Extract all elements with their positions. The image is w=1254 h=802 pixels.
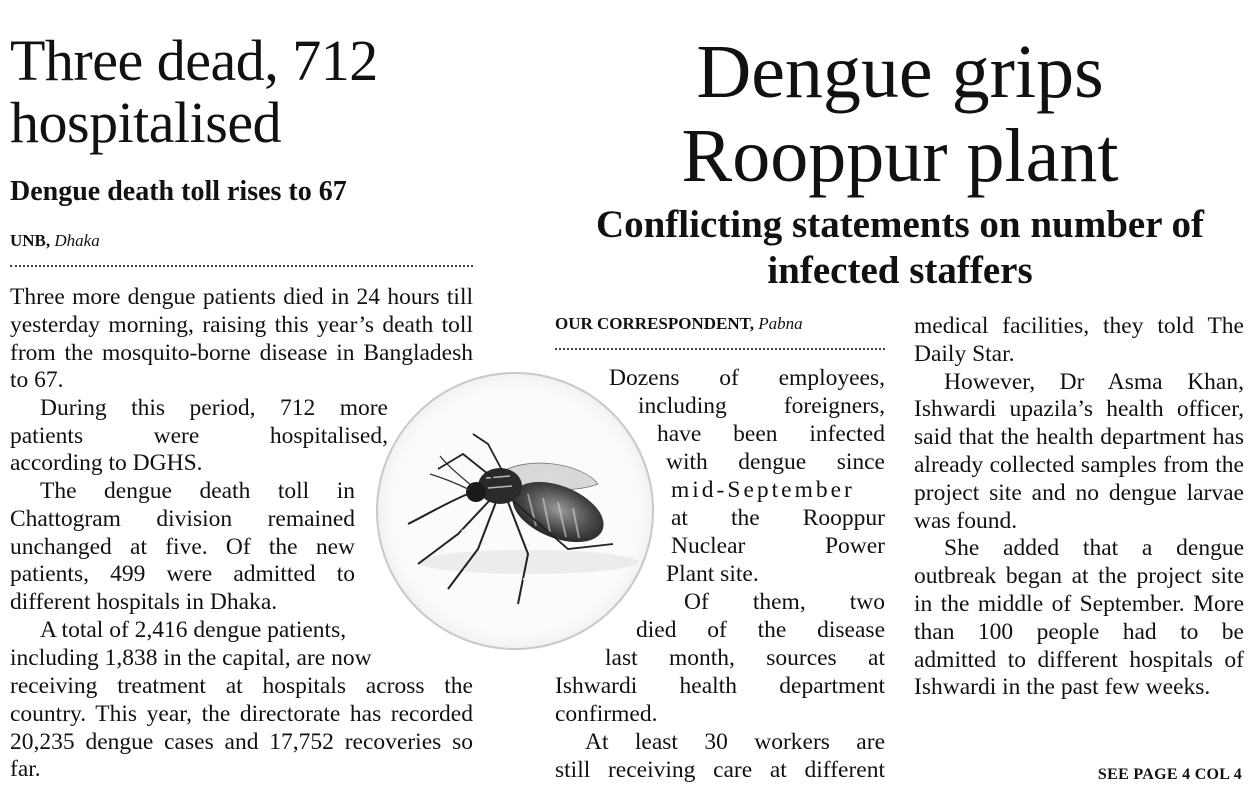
col1-text-4: with dengue since (666, 449, 885, 475)
left-para4-rest: receiving treatment at hospitals across the country. This year, the directorate has recorded 20,235 dengue cases and 17,752 recoveries so far. (10, 673, 473, 783)
right-col2-paragraph-1: medical facilities, they told The Daily Star. (914, 313, 1244, 367)
left-para3-line4: patients, 499 were admitted to (10, 561, 355, 588)
col1-text-14: At least 30 workers are (585, 729, 885, 755)
continuation-note: SEE PAGE 4 COL 4 (1097, 766, 1242, 783)
right-byline-divider (555, 348, 885, 350)
left-para2-line1: During this period, 712 more (40, 395, 388, 421)
right-byline-place: Pabna (758, 314, 803, 333)
col1-text-3: have been infected (657, 421, 885, 447)
right-col1-line6 (671, 505, 885, 533)
right-col1-line8 (666, 561, 885, 589)
left-subheadline: Dengue death toll rises to 67 (10, 176, 347, 207)
right-col1-line10 (636, 617, 885, 645)
left-para3-line5: different hospitals in Dhaka. (10, 589, 278, 615)
right-col1-line15 (555, 757, 885, 785)
left-paragraph-1: Three more dengue patients died in 24 hours till yesterday morning, raising this year’s death toll from the mosquito-borne disease in Bangladesh to 67. (10, 284, 473, 394)
col1-text-8: Plant site. (666, 561, 759, 587)
left-paragraph-2 (10, 395, 388, 451)
left-story-body-top (10, 284, 473, 395)
col1-text-12: Ishwardi health department (555, 673, 885, 699)
left-paragraph-4-top (10, 617, 473, 673)
left-byline-org: UNB, (10, 231, 51, 250)
right-col1-line13 (555, 701, 885, 729)
right-col1-line12 (555, 673, 885, 701)
right-col1-line2 (638, 393, 885, 421)
left-para3-end (10, 589, 355, 617)
left-para3-line3: unchanged at five. Of the new (10, 533, 355, 560)
left-byline (10, 231, 100, 251)
col1-text-6: at the Rooppur (671, 505, 885, 531)
right-col1-line9 (684, 589, 885, 617)
right-col1-line4 (666, 449, 885, 477)
right-col1-line11 (605, 645, 885, 673)
col1-text-11: last month, sources at (605, 645, 885, 671)
right-col2-body (914, 313, 1244, 702)
left-para2-line2: patients were hospitalised, (10, 422, 388, 449)
left-para3-line1: The dengue death toll in (40, 478, 355, 504)
left-byline-place: Dhaka (54, 231, 100, 250)
left-paragraph-3 (10, 478, 355, 589)
right-headline: Dengue grips Rooppur plant (681, 30, 1119, 198)
col1-text-9: Of them, two (684, 589, 885, 615)
right-col1-line5 (671, 477, 885, 505)
mosquito-photo (376, 372, 654, 650)
col1-text-7: Nuclear Power (671, 533, 885, 559)
left-headline: Three dead, 712 hospitalised (10, 28, 378, 155)
col1-text-5: mid-September (671, 477, 855, 503)
left-para2-line3: according to DGHS. (10, 450, 203, 476)
right-byline (555, 314, 803, 334)
right-col1-line1 (609, 365, 885, 393)
left-para3-line2: Chattogram division remained (10, 505, 355, 532)
col1-text-15: still receiving care at different (555, 757, 885, 783)
right-byline-org: OUR CORRESPONDENT, (555, 314, 754, 333)
left-para4-line2: including 1,838 in the capital, are now (10, 644, 372, 671)
right-subheadline: Conflicting statements on number of infected staffers (595, 203, 1205, 292)
mosquito-icon (378, 374, 652, 648)
right-col2-paragraph-2: However, Dr Asma Khan, Ishwardi upazila’s health officer, said that the health department has already collected samples from the project site and no dengue larvae was found. (914, 368, 1244, 534)
left-para4-line1: A total of 2,416 dengue patients, (40, 617, 347, 643)
right-col1-line7 (671, 533, 885, 561)
left-para2-end (10, 450, 388, 478)
col1-text-1: Dozens of employees, (609, 365, 885, 391)
col1-text-10: died of the disease (636, 617, 885, 643)
col1-text-2: including foreigners, (638, 393, 885, 419)
right-col2-paragraph-3: She added that a dengue outbreak began at the project site in the middle of September. More than 100 people had to be admitted to different hospitals of Ishwardi in the past few weeks. (914, 535, 1244, 701)
left-byline-divider (10, 265, 473, 267)
right-col1-line3 (657, 421, 885, 449)
col1-text-13: confirmed. (555, 701, 658, 727)
right-col1-line14 (585, 729, 885, 757)
left-paragraph-4-rest (10, 673, 473, 784)
